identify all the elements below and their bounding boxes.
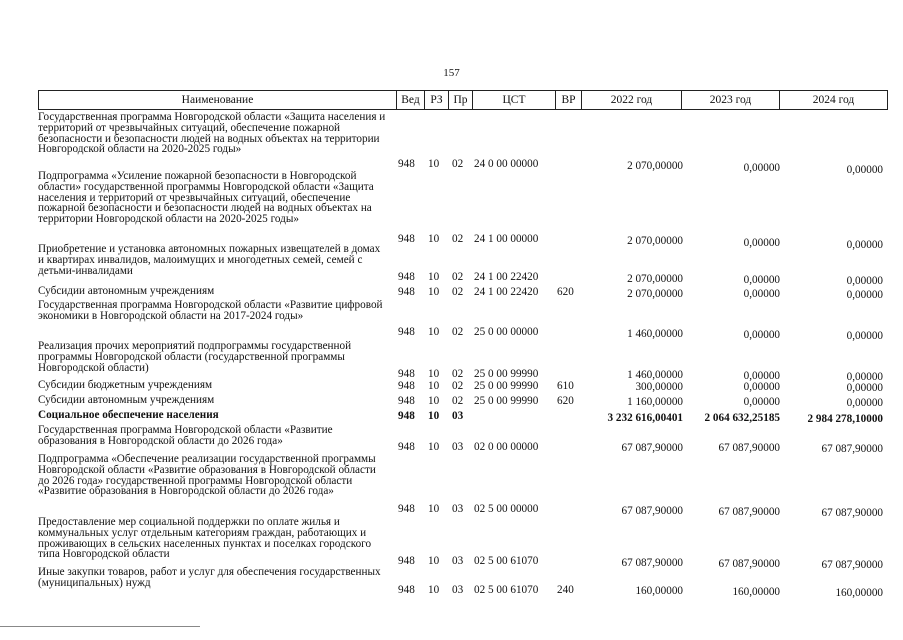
row-2024: 67 087,90000 — [821, 559, 883, 571]
row-ved: 948 — [398, 555, 415, 567]
row-2022: 2 070,00000 — [627, 288, 683, 300]
header-ved: Вед — [396, 91, 424, 109]
row-rz: 10 — [428, 326, 440, 338]
row-name: Социальное обеспечение населения — [38, 409, 219, 421]
row-2022: 2 070,00000 — [627, 273, 683, 285]
row-2023: 0,00000 — [743, 288, 780, 300]
row-2022: 160,00000 — [635, 585, 683, 597]
header-2022: 2022 год — [581, 91, 681, 109]
row-2023: 67 087,90000 — [718, 558, 780, 570]
row-2023: 160,00000 — [732, 586, 780, 598]
row-cst: 24 1 00 22420 — [474, 271, 539, 283]
row-2024: 0,00000 — [846, 275, 883, 287]
row-rz: 10 — [428, 395, 440, 407]
row-2024: 0,00000 — [846, 164, 883, 176]
row-ved: 948 — [398, 368, 415, 380]
row-name: Государственная программа Новгородской области «Развитие образования в Новгородской области до 2026 года» — [38, 424, 333, 447]
row-rz: 10 — [428, 584, 440, 596]
row-ved: 948 — [398, 380, 415, 392]
row-2022: 67 087,90000 — [621, 442, 683, 454]
table-row — [38, 244, 888, 286]
row-name: Иные закупки товаров, работ и услуг для обеспечения государственных (муниципальных) нужд — [38, 566, 381, 589]
row-name: Государственная программа Новгородской области «Развитие цифровой экономики в Новгородской области на 2017-2024 годы» — [38, 299, 383, 322]
row-2022: 3 232 616,00401 — [607, 412, 683, 424]
table-row — [38, 380, 888, 394]
header-vr: ВР — [555, 91, 581, 109]
row-rz: 10 — [428, 410, 440, 422]
row-2024: 0,00000 — [846, 371, 883, 383]
row-ved: 948 — [398, 233, 415, 245]
row-ved: 948 — [398, 271, 415, 283]
row-name: Субсидии автономным учреждениям — [38, 394, 215, 406]
page-number: 157 — [443, 67, 460, 79]
row-pr: 02 — [452, 286, 464, 298]
row-2022: 67 087,90000 — [621, 557, 683, 569]
row-name: Приобретение и установка автономных пожарных извещателей в домах и квартирах инвалидов, малоимущих и многодетных семей, семей с детьми-инвалидами — [38, 243, 381, 277]
row-2023: 0,00000 — [743, 370, 780, 382]
row-cst: 25 0 00 99990 — [474, 368, 539, 380]
row-2022: 67 087,90000 — [621, 505, 683, 517]
row-cst: 02 5 00 61070 — [474, 584, 539, 596]
row-rz: 10 — [428, 271, 440, 283]
row-pr: 02 — [452, 395, 464, 407]
row-pr: 03 — [452, 555, 464, 567]
row-pr: 03 — [452, 584, 464, 596]
row-2024: 0,00000 — [846, 239, 883, 251]
row-2024: 67 087,90000 — [821, 443, 883, 455]
row-pr: 02 — [452, 368, 464, 380]
row-pr: 03 — [452, 410, 464, 422]
row-rz: 10 — [428, 368, 440, 380]
row-pr: 02 — [452, 380, 464, 392]
row-rz: 10 — [428, 380, 440, 392]
row-name: Субсидии автономным учреждениям — [38, 285, 215, 297]
table-row — [38, 340, 888, 383]
table-row — [38, 516, 888, 571]
row-rz: 10 — [428, 158, 440, 170]
row-2023: 67 087,90000 — [718, 506, 780, 518]
header-pr: Пр — [448, 91, 472, 109]
row-rz: 10 — [428, 555, 440, 567]
row-2022: 2 070,00000 — [627, 235, 683, 247]
table-row — [38, 395, 888, 409]
table-row — [38, 453, 888, 519]
row-ved: 948 — [398, 395, 415, 407]
row-ved: 948 — [398, 584, 415, 596]
row-name: Предоставление мер социальной поддержки по оплате жилья и коммунальных услуг отдельным категориям граждан, работающих и проживающих в сельских населенных пунктах и поселках городского типа Новгородской области — [38, 516, 372, 561]
row-pr: 02 — [452, 271, 464, 283]
row-cst: 02 0 00 00000 — [474, 441, 539, 453]
row-pr: 02 — [452, 158, 464, 170]
row-vr: 620 — [557, 286, 574, 298]
row-2024: 0,00000 — [846, 330, 883, 342]
row-2023: 67 087,90000 — [718, 442, 780, 454]
header-name: Наименование — [181, 94, 254, 106]
row-2023: 0,00000 — [743, 162, 780, 174]
header-cst: ЦСТ — [472, 91, 555, 109]
row-rz: 10 — [428, 503, 440, 515]
header-2023: 2023 год — [681, 91, 779, 109]
row-2024: 67 087,90000 — [821, 507, 883, 519]
row-name: Подпрограмма «Усиление пожарной безопасности в Новгородской области» государственной программы Новгородской области «Защита населения и территорий от чрезвычайных ситуаций, обеспечение пожарной безопасности и безопасности людей на водных объектах на территории Новгородской области на 2020-2025 годы» — [38, 170, 374, 226]
table-row-section — [38, 410, 888, 424]
row-2022: 1 460,00000 — [627, 369, 683, 381]
row-vr: 240 — [557, 584, 574, 596]
row-cst: 24 0 00 00000 — [474, 158, 539, 170]
row-2023: 0,00000 — [743, 396, 780, 408]
row-cst: 24 1 00 22420 — [474, 286, 539, 298]
row-ved: 948 — [398, 286, 415, 298]
row-2024: 0,00000 — [846, 397, 883, 409]
row-2024: 0,00000 — [846, 382, 883, 394]
row-2024: 160,00000 — [835, 587, 883, 599]
row-cst: 25 0 00 99990 — [474, 395, 539, 407]
row-cst: 25 0 00 99990 — [474, 380, 539, 392]
table-row — [38, 170, 888, 251]
row-name: Подпрограмма «Обеспечение реализации государственной программы Новгородской области «Развитие образования в Новгородской области до 2026 года» государственной программы Новгородской области «Развитие образования в Новгородской области до 2026 года» — [38, 453, 376, 498]
row-2022: 2 070,00000 — [627, 160, 683, 172]
row-cst: 02 5 00 00000 — [474, 503, 539, 515]
row-ved: 948 — [398, 326, 415, 338]
row-rz: 10 — [428, 286, 440, 298]
row-ved: 948 — [398, 158, 415, 170]
row-2023: 0,00000 — [743, 274, 780, 286]
header-rz: РЗ — [424, 91, 448, 109]
row-2023: 2 064 632,25185 — [704, 412, 780, 424]
table-row — [38, 567, 888, 603]
row-ved: 948 — [398, 410, 415, 422]
row-rz: 10 — [428, 233, 440, 245]
row-name: Государственная программа Новгородской области «Защита населения и территорий от чрезвычайных ситуаций, обеспечение пожарной безопасности и безопасности людей на водных объектах на территории Новгородской области на 2020-2025 годы» — [38, 111, 386, 156]
row-cst: 24 1 00 00000 — [474, 233, 539, 245]
row-vr: 620 — [557, 395, 574, 407]
row-ved: 948 — [398, 503, 415, 515]
row-2022: 1 160,00000 — [627, 396, 683, 408]
row-ved: 948 — [398, 441, 415, 453]
row-2024: 2 984 278,10000 — [807, 413, 883, 425]
row-2023: 0,00000 — [743, 237, 780, 249]
row-cst: 25 0 00 00000 — [474, 326, 539, 338]
table-row — [38, 111, 888, 176]
row-2022: 1 460,00000 — [627, 328, 683, 340]
table-header — [38, 90, 888, 110]
row-pr: 02 — [452, 326, 464, 338]
row-rz: 10 — [428, 441, 440, 453]
table-row — [38, 286, 888, 300]
row-2023: 0,00000 — [743, 381, 780, 393]
row-name: Реализация прочих мероприятий подпрограммы государственной программы Новгородской области (государственной программы Новгородской области) — [38, 340, 352, 374]
row-name: Субсидии бюджетным учреждениям — [38, 379, 213, 391]
row-pr: 02 — [452, 233, 464, 245]
row-vr: 610 — [557, 380, 574, 392]
row-pr: 03 — [452, 503, 464, 515]
row-2023: 0,00000 — [743, 329, 780, 341]
row-2024: 0,00000 — [846, 289, 883, 301]
row-pr: 03 — [452, 441, 464, 453]
row-cst: 02 5 00 61070 — [474, 555, 539, 567]
row-2022: 300,00000 — [635, 381, 683, 393]
table-row — [38, 300, 888, 340]
table-row — [38, 424, 888, 455]
footer-divider — [0, 626, 200, 627]
header-2024: 2024 год — [779, 91, 887, 109]
